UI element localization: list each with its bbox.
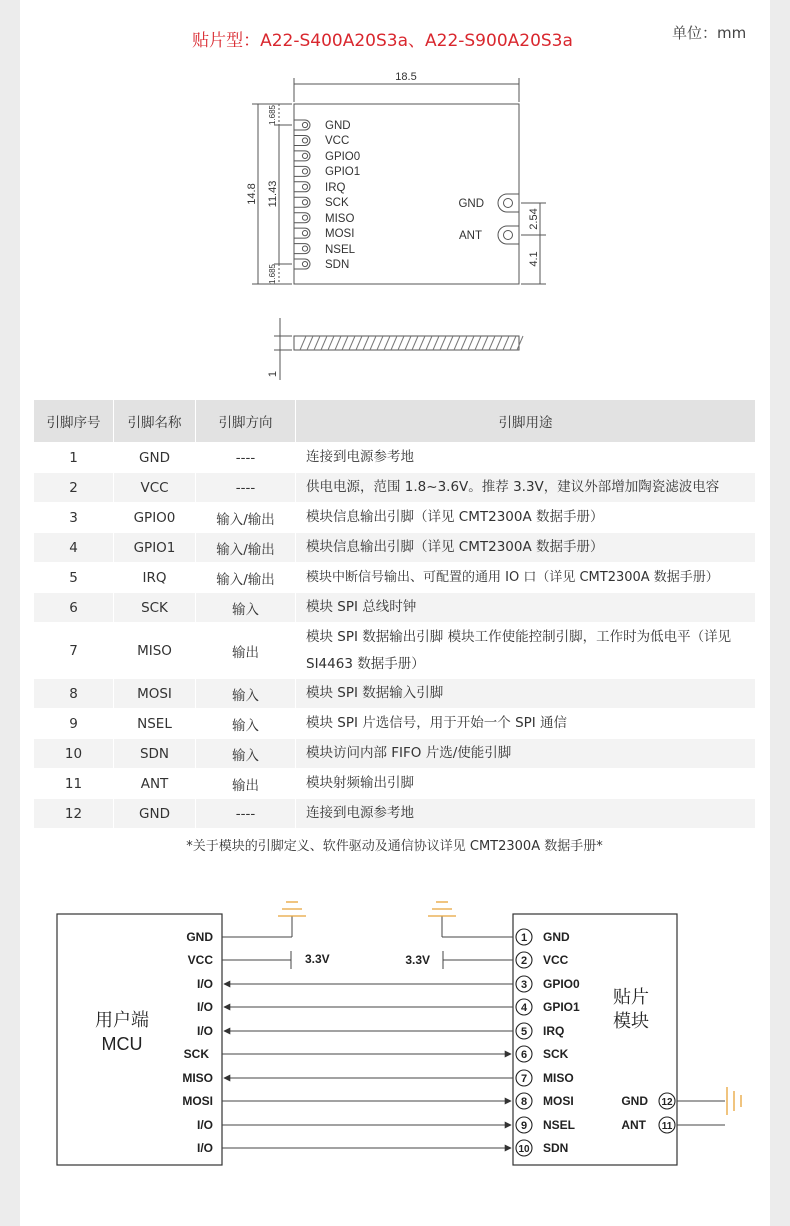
rf-pad [498,226,519,244]
module-pin-number: 6 [520,1049,528,1061]
pin-label: MOSI [325,228,355,240]
module-label-line1: 贴片 [613,987,649,1008]
cell-name: MISO [114,623,196,679]
page-title: 贴片型：A22-S400A20S3a、A22-S900A20S3a [192,31,573,51]
table-row [34,533,756,563]
cell-dir: 输入 [196,739,296,769]
mcu-label-line1: 用户端 [95,1010,149,1031]
cell-use: 模块 SPI 片选信号，用于开始一个 SPI 通信 [296,709,756,739]
rf-pin-number: 12 [661,1097,673,1108]
mcu-pin-label: I/O [196,977,213,991]
cell-dir: ---- [196,473,296,503]
module-pin-number: 3 [520,979,528,991]
hatch-line [349,336,355,350]
hatch-line [391,336,397,350]
cell-no: 9 [34,709,114,739]
header-pin-no: 引脚序号 [34,400,114,443]
cell-use: 模块 SPI 总线时钟 [296,593,756,623]
cell-dir: 输入/输出 [196,503,296,533]
cell-dir: 输入 [196,679,296,709]
module-pin-label: GPIO1 [543,1000,580,1014]
cell-use: 模块中断信号输出、可配置的通用 IO 口（详见 CMT2300A 数据手册） [296,563,756,593]
hatch-line [482,336,488,350]
table-row [34,739,756,769]
hatch-line [412,336,418,350]
header-pin-name: 引脚名称 [114,400,196,443]
hatch-line [356,336,362,350]
module-pin-label: VCC [543,953,569,967]
hatch-line [405,336,411,350]
mcu-pin-label: MOSI [182,1094,213,1108]
hatch-line [300,336,306,350]
cell-no: 4 [34,533,114,563]
pin-label: VCC [325,135,350,147]
cell-name: GPIO0 [114,503,196,533]
cell-use: 连接到电源参考地 [296,443,756,473]
dimension-drawing [0,0,790,390]
cell-dir: 输出 [196,623,296,679]
hatch-line [314,336,320,350]
dim-ant-offset: 4.1 [528,251,540,267]
module-pin-label: SDN [543,1141,569,1155]
hatch-line [433,336,439,350]
cell-name: SCK [114,593,196,623]
hatch-line [328,336,334,350]
rf-pad [498,194,519,212]
hatch-line [447,336,453,350]
pin-label: ANT [459,230,482,242]
module-pin-label: GND [543,930,570,944]
cell-no: 1 [34,443,114,473]
header-pin-dir: 引脚方向 [196,400,296,443]
cell-use: 模块信息输出引脚（详见 CMT2300A 数据手册） [296,503,756,533]
mcu-pin-label: GND [186,930,213,944]
hatch-line [342,336,348,350]
cell-dir: ---- [196,799,296,829]
hatch-line [517,336,523,350]
mcu-pin-label: I/O [196,1024,213,1038]
table-row [34,473,756,503]
mcu-label-line2: MCU [101,1034,143,1054]
rf-pin-label: ANT [621,1118,646,1132]
cell-name: GND [114,443,196,473]
cell-no: 11 [34,769,114,799]
dim-margin-bottom: 1.685 [268,263,277,285]
header-pin-use: 引脚用途 [296,400,756,443]
table-header-row [34,400,756,443]
mcu-pin-label: I/O [196,1000,213,1014]
hatch-line [475,336,481,350]
cell-use: 模块访问内部 FIFO 片选/使能引脚 [296,739,756,769]
hatch-line [321,336,327,350]
cell-name: SDN [114,739,196,769]
module-pin-label: MOSI [543,1094,574,1108]
cell-use: 模块射频输出引脚 [296,769,756,799]
dim-margin-top: 1.685 [268,104,277,126]
connection-schematic [0,890,790,1200]
table-note: *关于模块的引脚定义、软件驱动及通信协议详见 CMT2300A 数据手册* [34,829,756,860]
table-row [34,769,756,799]
module-pin-label: NSEL [543,1118,576,1132]
table-note-row [34,829,756,860]
module-pin-number: 8 [520,1096,528,1108]
hatch-line [503,336,509,350]
unit-label: 单位：mm [672,24,747,42]
module-pin-number: 4 [520,1002,528,1014]
module-label-line2: 模块 [613,1011,649,1032]
cell-no: 6 [34,593,114,623]
module-pin-number: 10 [518,1144,530,1155]
table-row [34,709,756,739]
mcu-pin-label: SCK [183,1047,209,1061]
module-pin-number: 2 [520,955,528,967]
cell-use: 模块 SPI 数据输入引脚 [296,679,756,709]
cell-no: 2 [34,473,114,503]
table-row [34,443,756,473]
hatch-line [454,336,460,350]
table-row [34,623,756,679]
cell-use: 模块信息输出引脚（详见 CMT2300A 数据手册） [296,533,756,563]
hatch-line [496,336,502,350]
hatch-line [419,336,425,350]
cell-no: 8 [34,679,114,709]
hatch-line [426,336,432,350]
pin-label: NSEL [325,244,356,256]
hatch-line [363,336,369,350]
mcu-pin-label: I/O [196,1118,213,1132]
hatch-line [440,336,446,350]
hatch-line [468,336,474,350]
dim-thickness: 1 [267,370,279,378]
pin-label: GND [325,120,351,132]
hatch-line [510,336,516,350]
supply-voltage-left: 3.3V [305,952,330,966]
hatch-line [384,336,390,350]
cell-no: 7 [34,623,114,679]
module-pin-label: GPIO0 [543,977,580,991]
mcu-pin-label: I/O [196,1141,213,1155]
cell-dir: ---- [196,443,296,473]
cell-name: VCC [114,473,196,503]
table-row [34,593,756,623]
pin-label: GND [458,198,484,210]
cell-name: IRQ [114,563,196,593]
cell-dir: 输入 [196,709,296,739]
table-row [34,503,756,533]
cell-name: ANT [114,769,196,799]
module-pin-label: IRQ [543,1024,565,1038]
cell-dir: 输入/输出 [196,563,296,593]
pin-label: MISO [325,213,355,225]
cell-use: 模块 SPI 数据输出引脚 模块工作使能控制引脚，工作时为低电平（详见 SI4463 数据手册） [296,623,756,679]
module-box [513,914,677,1165]
hatch-line [335,336,341,350]
pin-label: GPIO0 [325,151,361,163]
rf-pin-label: GND [621,1094,648,1108]
hatch-line [377,336,383,350]
pin-label: IRQ [325,182,346,194]
mcu-pin-label: VCC [187,953,213,967]
table-row [34,679,756,709]
pin-label: SDN [325,259,350,271]
hatch-line [307,336,313,350]
hatch-line [370,336,376,350]
cell-dir: 输出 [196,769,296,799]
table-row [34,563,756,593]
module-pin-label: SCK [543,1047,569,1061]
dim-height-pins: 11.43 [267,180,279,208]
cell-use: 连接到电源参考地 [296,799,756,829]
module-pin-number: 9 [520,1120,528,1132]
module-pin-number: 5 [520,1026,528,1038]
cell-no: 5 [34,563,114,593]
module-pin-label: MISO [543,1071,574,1085]
table-row [34,799,756,829]
module-pin-number: 7 [520,1073,528,1085]
dim-ant-pitch: 2.54 [528,208,540,230]
dim-width: 18.5 [395,71,417,83]
rf-pin-number: 11 [661,1121,673,1132]
cell-name: MOSI [114,679,196,709]
cell-no: 3 [34,503,114,533]
cell-no: 12 [34,799,114,829]
cell-dir: 输入/输出 [196,533,296,563]
cell-dir: 输入 [196,593,296,623]
cell-name: GND [114,799,196,829]
pin-label: GPIO1 [325,166,361,178]
hatch-line [461,336,467,350]
cell-name: GPIO1 [114,533,196,563]
mcu-pin-label: MISO [182,1071,213,1085]
cell-no: 10 [34,739,114,769]
dim-height-total: 14.8 [246,183,258,205]
cell-name: NSEL [114,709,196,739]
cell-use: 供电电源，范围 1.8~3.6V。推荐 3.3V，建议外部增加陶瓷滤波电容 [296,473,756,503]
hatch-line [398,336,404,350]
supply-voltage-right: 3.3V [405,953,430,967]
pin-label: SCK [325,197,349,209]
pin-table [33,399,756,860]
module-pin-number: 1 [520,932,528,944]
hatch-line [489,336,495,350]
